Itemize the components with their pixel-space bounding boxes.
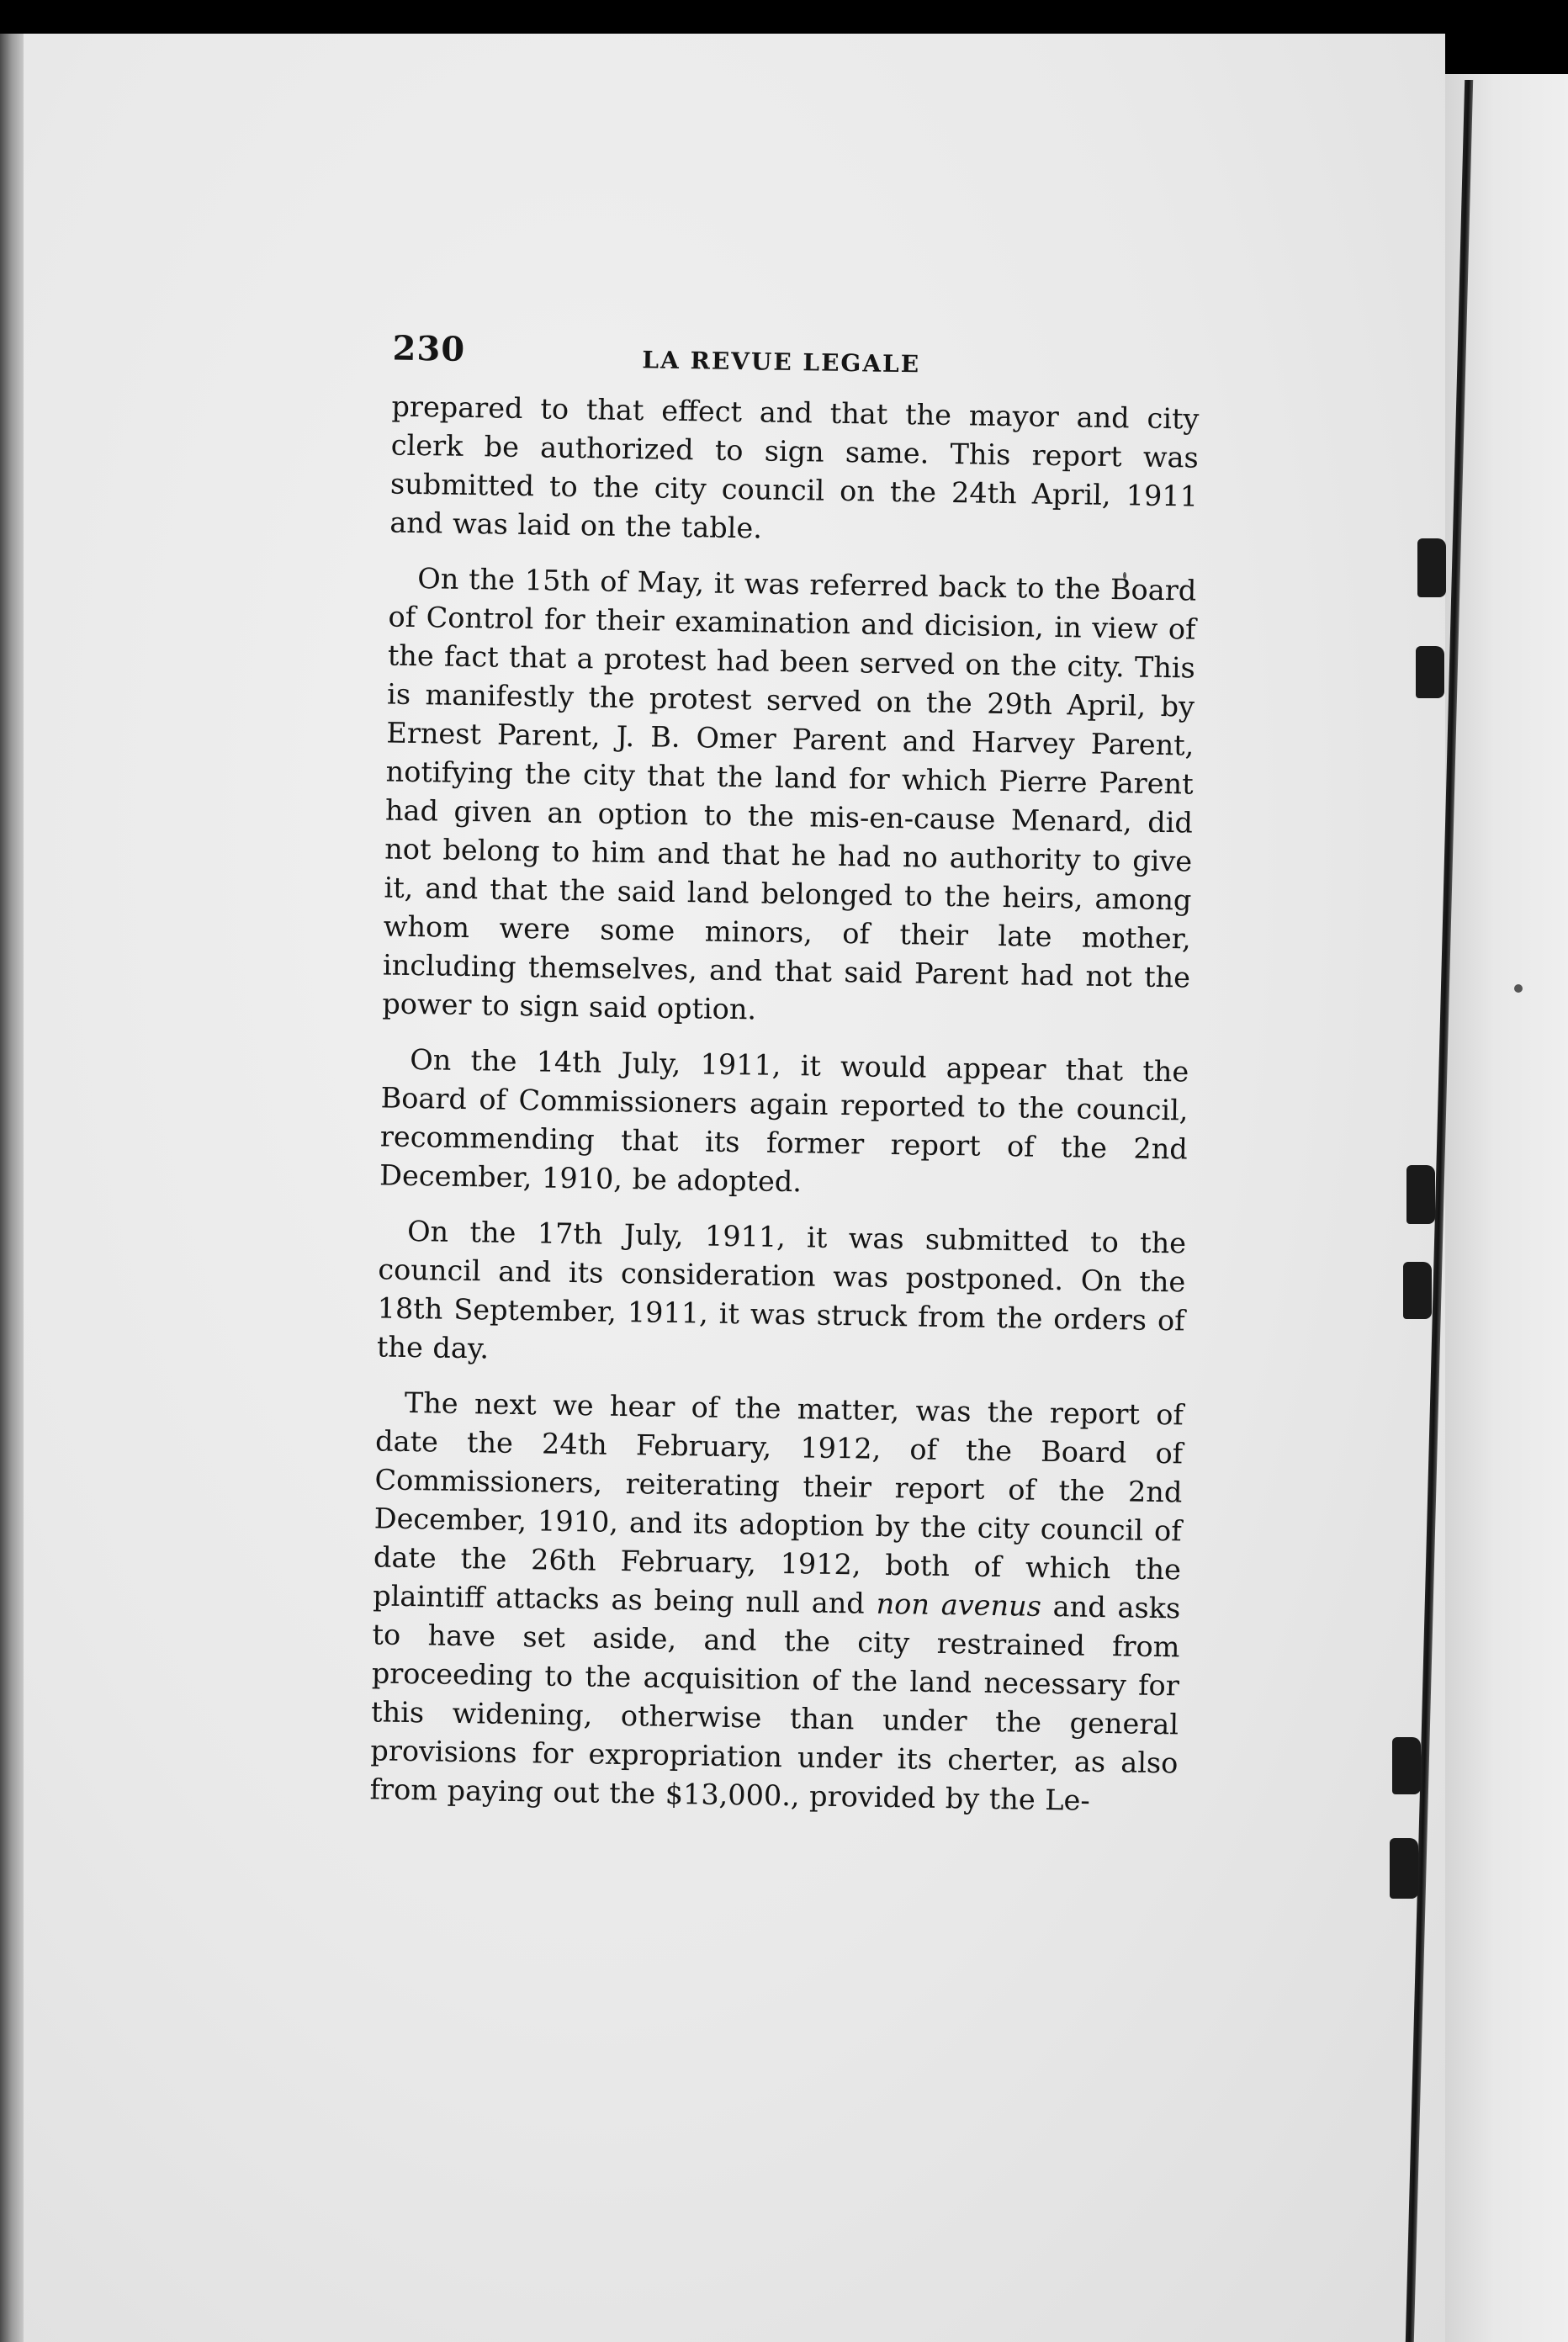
running-head: LA REVUE LEGALE [642, 346, 921, 379]
binding-stitch [1406, 1165, 1435, 1224]
binding-stitch [1417, 538, 1446, 597]
paragraph [369, 1383, 1184, 1821]
paper-speck [1514, 984, 1523, 993]
paragraph: On the 15th of May, it was referred back to the Board of Control for their examination and dicision, in view of the fact that a protest had been served on the city. This is manifestly the protest served on the 29th April, by Ernest Parent, J. B. Omer Parent and Harvey Parent, notifying the city that the land for which Pierre Parent had given an option to the mis-en-cause Menard, did not belong to him and that he had no authority to give it, and that the said land belonged to the heirs, among whom were some minors, of their late mother, including themselves, and that said Parent had not the power to sign said option. [382, 562, 1197, 1026]
binding-stitch [1390, 1838, 1418, 1899]
binding-stitch [1416, 646, 1444, 698]
paragraph-text: and asks to have set aside, and the city restrained from proceeding to the acquisition of the land necessary for this widening, otherwise than under the general provisions for expropriation under its cherter, as also from paying out the $13,000., provided by the Le- [369, 1589, 1181, 1817]
paragraph: On the 17th July, 1911, it was submitted to the council and its consideration was postponed. On the 18th September, 1911, it was struck from the orders of the day. [376, 1214, 1187, 1365]
paragraph: On the 14th July, 1911, it would appear that the Board of Commissioners again reported to the council, recommending that its former report of the 2nd December, 1910, be adopted. [379, 1042, 1189, 1199]
page-content [340, 328, 1205, 1838]
binding-stitch [1403, 1262, 1432, 1319]
page-number: 230 [392, 328, 466, 369]
binding-stitch [1392, 1737, 1421, 1794]
paragraph-text: The next we hear of the matter, was the report of date the 24th February, 1912, of the Board of Commissioners, reiterating their report of the 2nd December, 1910, and its adoption by the city council of date the 26th February, 1912, both of which the plaintiff attacks as being null and [373, 1386, 1184, 1620]
paragraph: prepared to that effect and that the mayor and city clerk be authorized to sign same. This report was submitted to the city council on the 24th April, 1911 and was laid on the table. [389, 389, 1200, 545]
italic-phrase: non avenus [876, 1587, 1042, 1623]
